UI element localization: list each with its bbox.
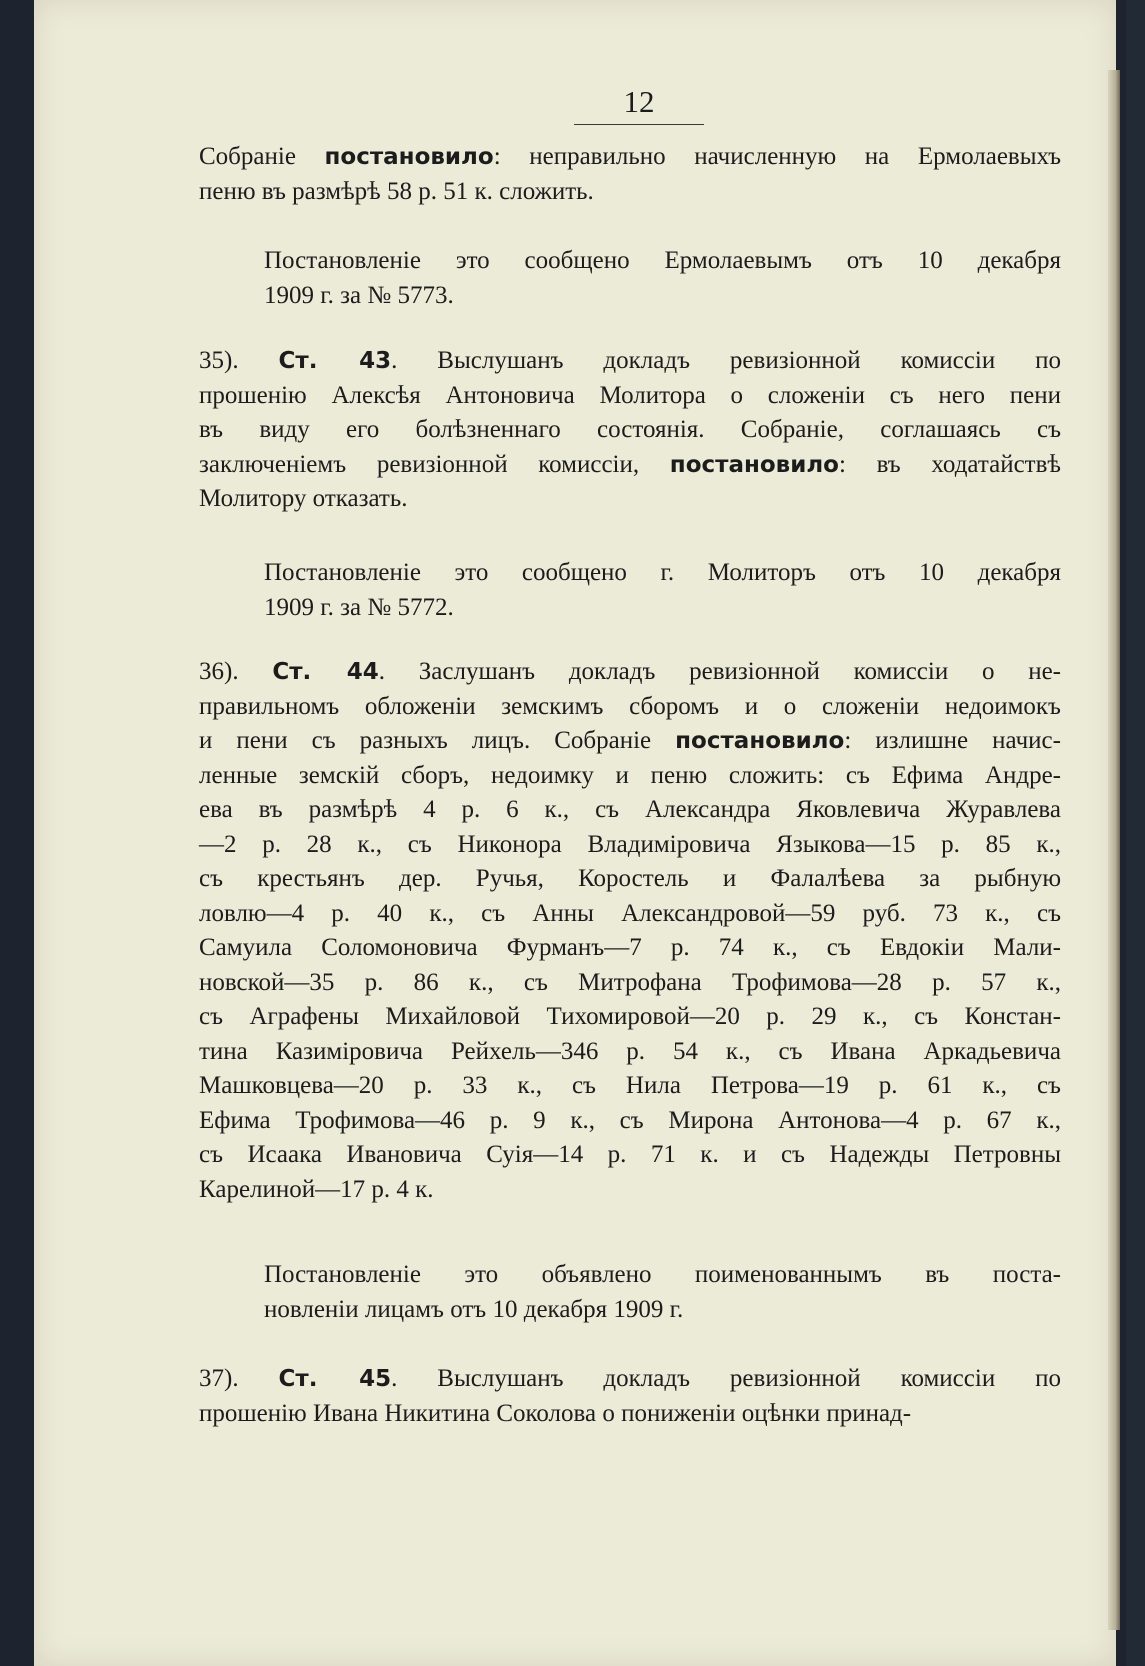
- paragraph-37: [199, 1362, 1061, 1431]
- text-line: Самуила Соломоновича Фурманъ—7 р. 74 к., съ Евдокіи Мали-: [199, 934, 1061, 961]
- text-line: Ефима Трофимова—46 р. 9 к., съ Мирона Антонова—4 р. 67 к.,: [199, 1106, 1061, 1134]
- text-line: съ Аграфены Михайловой Тихомировой—20 р. 29 к., съ Констан-: [199, 1003, 1061, 1030]
- bold-term: постановило: [669, 451, 839, 478]
- text-line: —2 р. 28 к., съ Никонора Владиміровича Языкова—15 р. 85 к.,: [199, 830, 1061, 858]
- header-rule: [574, 124, 704, 125]
- resolution-note-35: [264, 556, 1061, 625]
- text-line: 37). Ст. 45. Выслушанъ докладъ ревизіонной комиссіи по: [199, 1365, 1062, 1392]
- book-binding: [1126, 0, 1145, 1666]
- text-line: Машковцева—20 р. 33 к., съ Нила Петрова—19 р. 61 к., съ: [199, 1072, 1061, 1099]
- text-line: Постановленіе это сообщено Ермолаевымъ отъ 10 декабря: [264, 247, 1061, 274]
- text-line: ева въ размѣрѣ 4 р. 6 к., съ Александра Яковлевича Журавлева: [199, 796, 1061, 823]
- text-line: 35). Ст. 43. Выслушанъ докладъ ревизіонной комиссіи по: [199, 347, 1062, 374]
- page-number: 12: [623, 84, 655, 119]
- bold-term: постановило: [675, 728, 845, 754]
- resolution-note-1: [264, 244, 1061, 313]
- bold-term: Ст. 45: [278, 1366, 392, 1392]
- text-line: 1909 г. за № 5773.: [264, 281, 454, 309]
- text-line: новской—35 р. 86 к., съ Митрофана Трофимова—28 р. 57 к.,: [199, 968, 1061, 996]
- bold-term: Ст. 43: [278, 348, 392, 374]
- text-line: тина Казиміровича Рейхель—346 р. 54 к., съ Ивана Аркадьевича: [199, 1037, 1061, 1065]
- text-line: 36). Ст. 44. Заслушанъ докладъ ревизіонной комиссіи о не-: [199, 658, 1061, 685]
- text-line: ленные земскій сборъ, недоимку и пеню сложить: съ Ефима Андре-: [199, 761, 1061, 789]
- text-line: съ крестьянъ дер. Ручья, Коростель и Фалалѣева за рыбную: [199, 865, 1061, 892]
- paragraph-35: [199, 344, 1061, 517]
- text-line: Молитору отказать.: [199, 485, 408, 512]
- text-line: и пени съ разныхъ лицъ. Собраніе постановило: излишне начис-: [199, 727, 1061, 754]
- text-line: прошенію Ивана Никитина Соколова о пониженіи оцѣнки принад-: [199, 1399, 912, 1427]
- bold-term: Ст. 44: [272, 659, 379, 685]
- text-line: прошенію Алексѣя Антоновича Молитора о сложеніи съ него пени: [199, 381, 1061, 409]
- book-page: [34, 0, 1116, 1666]
- text-line: ловлю—4 р. 40 к., съ Анны Александровой—59 руб. 73 к., съ: [199, 899, 1061, 927]
- paragraph-1: [199, 140, 1061, 209]
- text-line: въ виду его болѣзненнаго состоянія. Собраніе, соглашаясь съ: [199, 416, 1061, 443]
- text-line: 1909 г. за № 5772.: [264, 593, 454, 621]
- text-line: Постановленіе это объявлено поименованнымъ въ поста-: [264, 1261, 1061, 1288]
- text-line: новленіи лицамъ отъ 10 декабря 1909 г.: [264, 1295, 684, 1323]
- resolution-note-36: [264, 1258, 1061, 1327]
- text-line: пеню въ размѣрѣ 58 р. 51 к. сложить.: [199, 177, 594, 205]
- text-line: съ Исаака Ивановича Суія—14 р. 71 к. и съ Надежды Петровны: [199, 1141, 1061, 1168]
- bold-term: постановило: [324, 144, 494, 170]
- text-line: заключеніемъ ревизіонной комиссіи, постановило: въ ходатайствѣ: [199, 450, 1061, 478]
- paragraph-36: [199, 655, 1061, 1207]
- text-line: Карелиной—17 р. 4 к.: [199, 1175, 434, 1203]
- text-line: Собраніе постановило: неправильно начисленную на Ермолаевыхъ: [199, 143, 1061, 170]
- page-edge: [1108, 70, 1120, 1630]
- text-line: Постановленіе это сообщено г. Молиторъ отъ 10 декабря: [264, 559, 1061, 586]
- text-line: правильномъ обложеніи земскимъ сборомъ и о сложеніи недоимокъ: [199, 692, 1061, 720]
